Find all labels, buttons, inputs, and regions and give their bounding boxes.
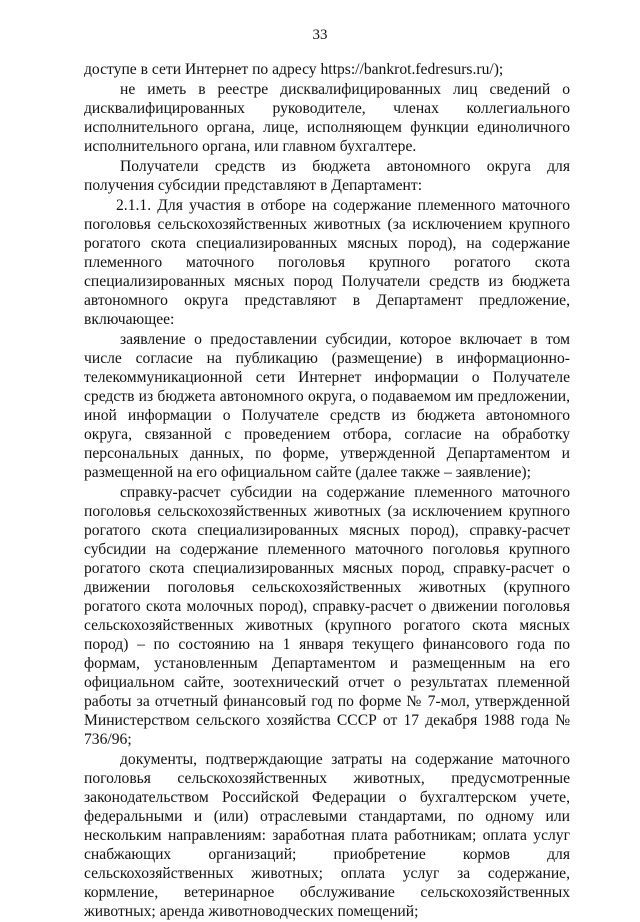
page-number: 33 [312, 27, 328, 43]
paragraph-disqualified-registry: не иметь в реестре дисквалифицированных лиц сведений о дисквалифицированных руководителе, членах коллегиального исполнительного органа, лице, исполняющем функции единоличного исполнительного органа, или главном бухгалтере. [84, 81, 570, 155]
paragraph-recipients-submit: Получатели средств из бюджета автономного округа для получения субсидии представляют в Департамент: [84, 158, 570, 194]
document-body [84, 60, 570, 922]
paragraph-2-1-1: 2.1.1. Для участия в отборе на содержание племенного маточного поголовья сельскохозяйственных животных (за исключением крупного рогатого скота специализированных мясных пород), на содержание племенного маточного поголовья крупного рогатого скота специализированных мясных пород Получатели средств из бюджета автономного округа представляют в Департамент предложение, включающее: [84, 197, 570, 328]
paragraph-application: заявление о предоставлении субсидии, которое включает в том числе согласие на публикацию (размещение) в информационно-телекоммуникационной сети Интернет информации о Получателе средств из бюджета автономного округа, о подаваемом им предложении, иной информации о Получателе средств из бюджета автономного округа, связанной с проведением отбора, согласие на обработку персональных данных, по форме, утвержденной Департаментом и размещенной на его официальном сайте (далее также – заявление); [84, 331, 570, 481]
paragraph-calculation-certificate: справку-расчет субсидии на содержание племенного маточного поголовья сельскохозяйственных животных (за исключением крупного рогатого скота специализированных мясных пород), справку-расчет субсидии на содержание племенного маточного поголовья крупного рогатого скота специализированных мясных пород, справку-расчет о движении поголовья сельскохозяйственных животных (крупного рогатого скота молочных пород), справку-расчет о движении поголовья сельскохозяйственных животных (крупного рогатого скота мясных пород) – по состоянию на 1 января текущего финансового года по формам, установленным Департаментом и размещенным на его официальном сайте, зоотехнический отчет о результатах племенной работы за отчетный финансовый год по форме № 7-мол, утвержденной Министерством сельского хозяйства СССР от 17 декабря 1988 года № 736/96; [84, 484, 570, 748]
paragraph-expense-documents: документы, подтверждающие затраты на содержание маточного поголовья сельскохозяйственных животных, предусмотренные законодательством Российской Федерации о бухгалтерском учете, федеральными и (или) отраслевыми стандартами, по одному или нескольким направлениям: заработная плата работникам; оплата услуг снабжающих организаций; приобретение кормов для сельскохозяйственных животных; оплата услуг за содержание, кормление, ветеринарное обслуживание сельскохозяйственных животных; аренда животноводческих помещений; [84, 751, 570, 920]
paragraph-bankrot-address: доступе в сети Интернет по адресу https://bankrot.fedresurs.ru/); [84, 61, 504, 78]
